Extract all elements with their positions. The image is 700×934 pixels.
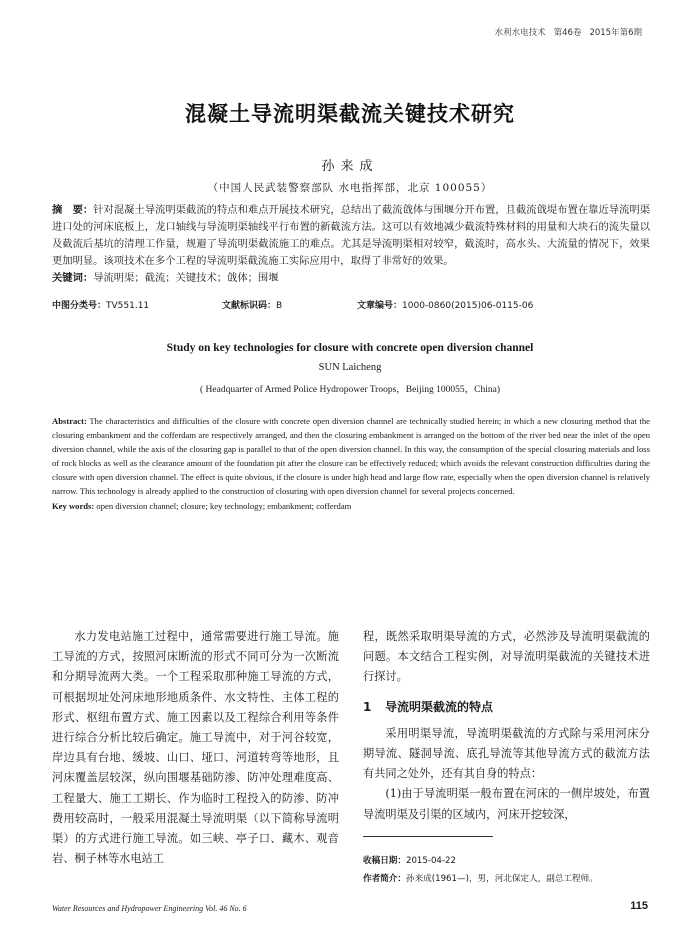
english-abstract-label: Abstract: <box>52 416 87 426</box>
section-heading <box>363 697 650 717</box>
chinese-abstract <box>52 202 650 287</box>
intro-paragraph: 水力发电站施工过程中，通常需要进行施工导流。施工导流的方式，按照河床断流的形式不同可分为一次断流和分期导流两大类。一个工程采取那种施工导流的方式，可根据坝址处河床地形地质条件、水文特性、主体工程的形式、枢纽布置方式、施工因素以及工程综合利用等条件进行综合分析比较后确定。施工导流中，对于河谷较宽，岸边具有台地、缓坡、山口、垭口、河道转弯等地形，且河床覆盖层较深，纵向围堰基础防渗、防冲处理难度高、工程量大、施工工期长、作为临时工程投入的防渗、防冲费用较高时，一般采用混凝土导流明渠（以下简称导流明渠）的方式进行施工导流。如三峡、亭子口、藏木、观音岩、桐子林等水电站工 <box>52 630 339 866</box>
clc-number: 中图分类号：TV551.11 <box>52 301 150 311</box>
english-keywords-text: open diversion channel; closure; key technology; embankment; cofferdam <box>96 500 352 511</box>
intro-continuation: 程，既然采取明渠导流的方式，必然涉及导流明渠截流的问题。本文结合工程实例，对导流明渠截流的关键技术进行探讨。 <box>363 630 650 684</box>
section-paragraph: 采用明渠导流，导流明渠截流的方式除与采用河床分期导流、隧洞导流、底孔导流等其他导流方式的截流方法有共同之处外，还有其自身的特点： <box>363 726 650 781</box>
footnote-divider <box>363 836 493 837</box>
received-date: 收稿日期：2015-04-22 <box>363 856 456 866</box>
journal-volume: 第46卷 <box>553 28 582 38</box>
body-left-column <box>52 627 339 869</box>
abstract-text: 针对混凝土导流明渠截流的特点和难点开展技术研究，总结出了截流戗体与围堰分开布置，且截流戗堤布置在靠近导流明渠进口处的河床底板上，龙口轴线与导流明渠轴线平行布置的新截流方法。这可以有效地减少截流特殊材料的用量和大块石的流失量以及截流后基坑的清理工作量，规避了导流明渠截流施工的难点。尤其是导流明渠相对较窄，截流时，高水头、大流量的情况下，效果更加明显。该项技术在多个工程的导流明渠截流施工实际应用中，取得了非常好的效果。 <box>52 204 651 267</box>
english-author: SUN Laicheng <box>318 362 382 373</box>
author-name: 孙来成 <box>321 159 379 174</box>
section-title: 导流明渠截流的特点 <box>385 699 494 714</box>
english-keywords-label: Key words: <box>52 500 95 511</box>
section-item-1: (1)由于导流明渠一般布置在河床的一侧岸坡处，布置导流明渠及引渠的区域内，河床开挖较深， <box>363 787 650 821</box>
abstract-label: 摘 要： <box>52 204 94 216</box>
english-title: Study on key technologies for closure with concrete open diversion channel <box>166 342 534 354</box>
article-number: 文章编号：1000-0860(2015)06-0115-06 <box>357 301 534 311</box>
keywords-text: 导流明渠；截流；关键技术；戗体；围堰 <box>93 272 279 284</box>
journal-issue: 2015年第6期 <box>589 28 642 38</box>
author-affiliation: （中国人民武装警察部队 水电指挥部，北京 100055） <box>207 182 493 194</box>
document-code: 文献标识码：B <box>222 301 283 311</box>
paper-title: 混凝土导流明渠截流关键技术研究 <box>185 102 515 126</box>
english-affiliation: ( Headquarter of Armed Police Hydropower Troops，Beijing 100055，China) <box>200 385 500 395</box>
section-number: 1 <box>363 699 372 714</box>
english-abstract-text: The characteristics and difficulties of the closure with concrete open diversion channel are technically studied herein; in which a new closuring method that the closuring embankment and the cofferdam are respectively arranged, and then the closuring embankment is arranged on the bottom of the river bed near the inlet of the open diversion channel, while the axis of the closuring gap is parallel to that of the open diversion channel. In this way, the consumption of the special closuring materials and loss of rock blocks as well as the clearance amount of the foundation pit after the closure can be effectively reduced; which avoids the relevant construction difficulties during the closure with open diversion channel. The effect is quite obvious, if the closure is under high head and large flow rate, especially when the open diversion channel is relatively narrow. This technology is already applied to the construction of closuring with open diversion channel for several projects concerned. <box>52 416 650 497</box>
footnote <box>363 852 650 888</box>
running-header <box>487 26 642 38</box>
english-abstract <box>52 414 650 513</box>
footer-journal: Water Resources and Hydropower Engineering Vol. 46 No. 6 <box>52 904 247 913</box>
page-number: 115 <box>630 900 648 912</box>
body-right-column <box>363 627 650 825</box>
author-bio: 作者简介：孙来成(1961—)，男，河北保定人，副总工程师。 <box>363 874 598 884</box>
keywords-label: 关键词： <box>52 272 94 284</box>
journal-name: 水利水电技术 <box>494 28 546 38</box>
